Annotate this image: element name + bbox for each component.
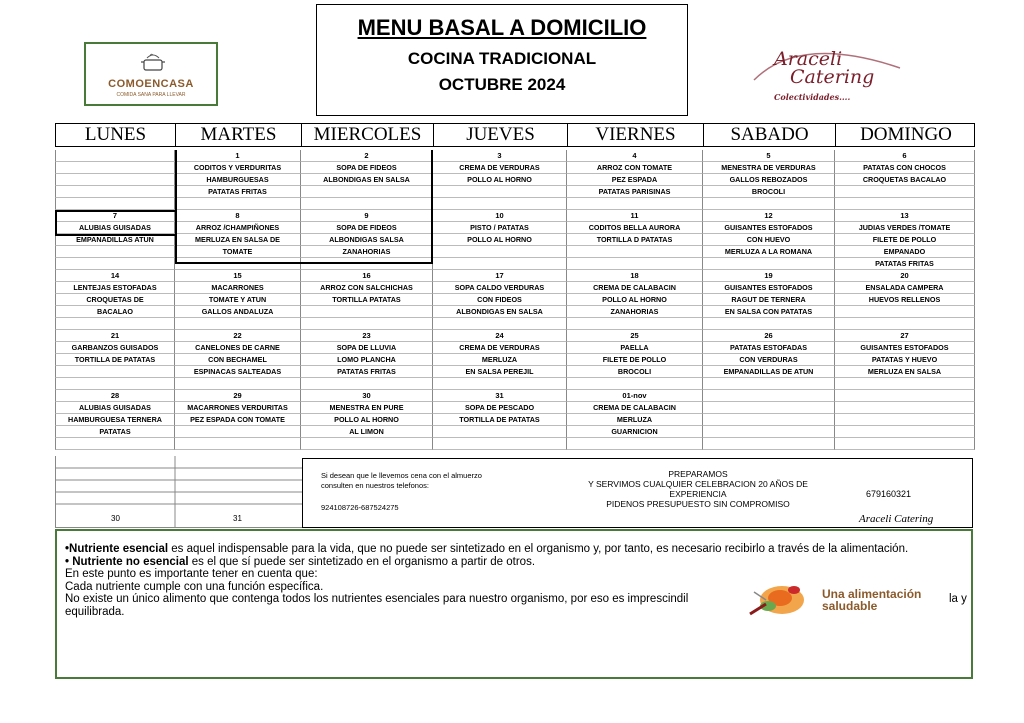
menu-row	[55, 246, 975, 258]
dish-cell	[55, 258, 175, 270]
dish-cell	[55, 174, 175, 186]
dish-cell: TOMATE	[175, 246, 301, 258]
day-number: 8	[175, 210, 301, 222]
dish-cell	[55, 378, 175, 390]
day-number: 20	[835, 270, 975, 282]
dish-cell: PATATAS	[55, 426, 175, 438]
day-number: 27	[835, 330, 975, 342]
title-box	[316, 4, 688, 116]
dish-cell: HUEVOS RELLENOS	[835, 294, 975, 306]
day-header-viernes: VIERNES	[568, 124, 704, 146]
day-number: 3	[433, 150, 567, 162]
day-number: 18	[567, 270, 703, 282]
dish-cell: AL LIMON	[301, 426, 433, 438]
dish-cell: PATATAS CON CHOCOS	[835, 162, 975, 174]
dish-cell	[433, 318, 567, 330]
menu-grid	[55, 150, 975, 450]
menu-row	[55, 234, 975, 246]
day-number: 25	[567, 330, 703, 342]
day-number: 5	[703, 150, 835, 162]
day-number: 30	[301, 390, 433, 402]
healthy-food-logo	[736, 578, 946, 622]
dish-cell	[301, 198, 433, 210]
dish-cell	[567, 246, 703, 258]
menu-subtitle: COCINA TRADICIONAL	[407, 49, 597, 68]
dish-cell: PISTO / PATATAS	[433, 222, 567, 234]
day-number: 21	[55, 330, 175, 342]
dish-cell: TORTILLA PATATAS	[301, 294, 433, 306]
day-number-30: 30	[111, 514, 120, 523]
day-number	[55, 150, 175, 162]
dish-cell	[835, 414, 975, 426]
day-number: 16	[301, 270, 433, 282]
dish-cell: CREMA DE VERDURAS	[433, 162, 567, 174]
dish-cell: TORTILLA DE PATATAS	[433, 414, 567, 426]
dish-cell	[55, 186, 175, 198]
day-number: 14	[55, 270, 175, 282]
contact-phones: 924108726-687524275	[321, 503, 399, 512]
day-number: 9	[301, 210, 433, 222]
dish-cell: MERLUZA EN SALSA DE	[175, 234, 301, 246]
day-number: 22	[175, 330, 301, 342]
dish-cell	[433, 186, 567, 198]
day-number: 26	[703, 330, 835, 342]
menu-row	[55, 186, 975, 198]
dish-cell: MENESTRA EN PURE	[301, 402, 433, 414]
day-number: 31	[433, 390, 567, 402]
week-5-day-numbers	[55, 390, 975, 402]
dish-cell: GALLOS REBOZADOS	[703, 174, 835, 186]
day-number: 13	[835, 210, 975, 222]
dish-cell: MACARRONES VERDURITAS	[175, 402, 301, 414]
comoencasa-name: COMOENCASA	[108, 78, 194, 90]
dish-cell: ALBONDIGAS EN SALSA	[433, 306, 567, 318]
day-number: 15	[175, 270, 301, 282]
dish-cell	[301, 378, 433, 390]
day-number: 23	[301, 330, 433, 342]
dish-cell: JUDIAS VERDES /TOMATE	[835, 222, 975, 234]
dish-cell: PATATAS PARISINAS	[567, 186, 703, 198]
dish-cell	[433, 426, 567, 438]
dish-cell: ZANAHORIAS	[567, 306, 703, 318]
day-number: 6	[835, 150, 975, 162]
dish-cell: CANELONES DE CARNE	[175, 342, 301, 354]
dish-cell: POLLO AL HORNO	[433, 234, 567, 246]
dish-cell	[175, 198, 301, 210]
day-number: 01-nov	[567, 390, 703, 402]
dish-cell: SOPA DE FIDEOS	[301, 162, 433, 174]
dish-cell: TOMATE Y ATUN	[175, 294, 301, 306]
dish-cell: PATATAS ESTOFADAS	[703, 342, 835, 354]
dish-cell: ARROZ /CHAMPIÑONES	[175, 222, 301, 234]
day-number: 2	[301, 150, 433, 162]
dish-cell: GALLOS ANDALUZA	[175, 306, 301, 318]
dish-cell: PATATAS FRITAS	[301, 366, 433, 378]
menu-row	[55, 354, 975, 366]
dish-cell	[301, 258, 433, 270]
day-number: 17	[433, 270, 567, 282]
dish-cell	[835, 186, 975, 198]
dish-cell: EMPANADILLAS ATUN	[55, 234, 175, 246]
dish-cell	[301, 438, 433, 450]
dish-cell: TORTILLA DE PATATAS	[55, 354, 175, 366]
dish-cell: ALUBIAS GUISADAS	[55, 222, 175, 234]
dish-cell: CROQUETAS BACALAO	[835, 174, 975, 186]
day-number: 28	[55, 390, 175, 402]
dish-cell: MERLUZA A LA ROMANA	[703, 246, 835, 258]
dish-cell	[703, 318, 835, 330]
salad-plate-icon	[736, 578, 822, 622]
menu-row	[55, 174, 975, 186]
dish-cell: EN SALSA CON PATATAS	[703, 306, 835, 318]
dish-cell: RAGUT DE TERNERA	[703, 294, 835, 306]
dish-cell	[175, 378, 301, 390]
dish-cell: PATATAS FRITAS	[175, 186, 301, 198]
healthy-food-text: Una alimentación saludable	[822, 587, 922, 613]
week-2-day-numbers	[55, 210, 975, 222]
dish-cell	[55, 162, 175, 174]
dish-cell	[301, 318, 433, 330]
menu-row	[55, 342, 975, 354]
dish-cell: ALBONDIGAS EN SALSA	[301, 174, 433, 186]
menu-row	[55, 222, 975, 234]
day-number-31: 31	[233, 514, 242, 523]
dish-cell: CROQUETAS DE	[55, 294, 175, 306]
dish-cell: PEZ ESPADA	[567, 174, 703, 186]
araceli-name: Araceli Catering	[774, 48, 875, 88]
dish-cell: GUISANTES ESTOFADOS	[703, 282, 835, 294]
dish-cell	[567, 258, 703, 270]
day-number: 19	[703, 270, 835, 282]
dish-cell: SOPA DE LLUVIA	[301, 342, 433, 354]
dish-cell	[703, 426, 835, 438]
dish-cell	[703, 378, 835, 390]
dish-cell: BROCOLI	[567, 366, 703, 378]
dish-cell: FILETE DE POLLO	[567, 354, 703, 366]
info-box	[302, 458, 973, 528]
dish-cell: PAELLA	[567, 342, 703, 354]
menu-row	[55, 426, 975, 438]
dish-cell: ALUBIAS GUISADAS	[55, 402, 175, 414]
day-number: 10	[433, 210, 567, 222]
dish-cell	[55, 198, 175, 210]
dish-cell	[567, 438, 703, 450]
dish-cell	[835, 378, 975, 390]
nutrients-text: •Nutriente esencial es aquel indispensable para la vida, que no puede ser sintetizado en el organismo y, por tanto, es necesario recibirlo a través de la alimentación. • Nutriente no esencial es el que sí puede ser sintetizado en el organismo a partir de otros. En este punto es importante tener en cuenta que: Cada nutriente cumple con una función específica. No existe un único alimento que contenga todos los nutrientes esenciales para nuestro organismo, por eso es imprescindil la y equilibrada.	[65, 543, 967, 618]
dish-cell	[55, 366, 175, 378]
dish-cell	[433, 258, 567, 270]
dish-cell: CODITOS BELLA AURORA	[567, 222, 703, 234]
dish-cell: HAMBURGUESA TERNERA	[55, 414, 175, 426]
dish-cell	[433, 438, 567, 450]
araceli-catering-logo	[740, 40, 920, 110]
signature: Araceli Catering	[859, 513, 934, 525]
dish-cell: BACALAO	[55, 306, 175, 318]
dish-cell: ENSALADA CAMPERA	[835, 282, 975, 294]
week-1-day-numbers	[55, 150, 975, 162]
bottom-left-grid	[55, 456, 303, 528]
comoencasa-tagline: COMIDA SANA PARA LLEVAR	[116, 92, 186, 98]
day-number: 7	[55, 210, 175, 222]
dish-cell	[175, 426, 301, 438]
dish-cell	[835, 306, 975, 318]
day-number	[703, 390, 835, 402]
dish-cell: CON FIDEOS	[433, 294, 567, 306]
menu-row	[55, 306, 975, 318]
dish-cell: CON BECHAMEL	[175, 354, 301, 366]
dish-cell: GUISANTES ESTOFADOS	[703, 222, 835, 234]
dish-cell: GUARNICION	[567, 426, 703, 438]
day-number: 11	[567, 210, 703, 222]
day-number: 29	[175, 390, 301, 402]
dish-cell: SOPA DE PESCADO	[433, 402, 567, 414]
dish-cell: CON VERDURAS	[703, 354, 835, 366]
dish-cell: MERLUZA EN SALSA	[835, 366, 975, 378]
dish-cell	[567, 318, 703, 330]
day-header-domingo: DOMINGO	[860, 124, 952, 145]
day-header-lunes: LUNES	[56, 124, 176, 146]
dish-cell	[433, 378, 567, 390]
day-header-sabado: SABADO	[704, 124, 836, 146]
dish-cell: BROCOLI	[703, 186, 835, 198]
dish-cell	[567, 378, 703, 390]
menu-period: OCTUBRE 2024	[438, 75, 566, 94]
dish-cell: EN SALSA PEREJIL	[433, 366, 567, 378]
dish-cell	[301, 306, 433, 318]
dish-cell: GUISANTES ESTOFADOS	[835, 342, 975, 354]
dish-cell	[301, 186, 433, 198]
day-number: 24	[433, 330, 567, 342]
day-header-martes: MARTES	[176, 124, 302, 146]
menu-row	[55, 162, 975, 174]
dish-cell: POLLO AL HORNO	[567, 294, 703, 306]
dish-cell: POLLO AL HORNO	[433, 174, 567, 186]
dish-cell: ALBONDIGAS SALSA	[301, 234, 433, 246]
day-number: 12	[703, 210, 835, 222]
day-number	[835, 390, 975, 402]
dish-cell: ZANAHORIAS	[301, 246, 433, 258]
dish-cell	[433, 246, 567, 258]
comoencasa-logo	[84, 42, 218, 106]
menu-row	[55, 366, 975, 378]
menu-title: MENU BASAL A DOMICILIO	[357, 15, 647, 40]
dish-cell	[835, 426, 975, 438]
weekday-header	[55, 123, 975, 147]
dinner-contact-text: Si desean que le llevemos cena con el almuerzo consulten en nuestros telefonos:	[321, 471, 482, 490]
mobile-phone: 679160321	[866, 489, 912, 499]
dish-cell: FILETE DE POLLO	[835, 234, 975, 246]
dish-cell: MERLUZA	[567, 414, 703, 426]
menu-row	[55, 414, 975, 426]
dish-cell: ESPINACAS SALTEADAS	[175, 366, 301, 378]
dish-cell: ARROZ CON SALCHICHAS	[301, 282, 433, 294]
day-number: 1	[175, 150, 301, 162]
dish-cell	[55, 246, 175, 258]
menu-row	[55, 258, 975, 270]
dish-cell	[703, 258, 835, 270]
menu-row	[55, 378, 975, 390]
week-4-day-numbers	[55, 330, 975, 342]
cooking-pot-icon	[138, 52, 168, 74]
dish-cell	[703, 414, 835, 426]
day-header-miercoles: MIERCOLES	[302, 124, 434, 146]
dish-cell	[835, 198, 975, 210]
dish-cell: PATATAS Y HUEVO	[835, 354, 975, 366]
dish-cell: GARBANZOS GUISADOS	[55, 342, 175, 354]
dish-cell: MENESTRA DE VERDURAS	[703, 162, 835, 174]
menu-row	[55, 282, 975, 294]
dish-cell	[703, 402, 835, 414]
dish-cell: MERLUZA	[433, 354, 567, 366]
dish-cell	[433, 198, 567, 210]
dish-cell: SOPA CALDO VERDURAS	[433, 282, 567, 294]
dish-cell: POLLO AL HORNO	[301, 414, 433, 426]
week-3-day-numbers	[55, 270, 975, 282]
dish-cell: PEZ ESPADA CON TOMATE	[175, 414, 301, 426]
dish-cell	[567, 198, 703, 210]
dish-cell	[703, 438, 835, 450]
menu-row	[55, 438, 975, 450]
dish-cell	[55, 318, 175, 330]
dish-cell: MACARRONES	[175, 282, 301, 294]
dish-cell: PATATAS FRITAS	[835, 258, 975, 270]
dish-cell	[835, 402, 975, 414]
dish-cell: HAMBURGUESAS	[175, 174, 301, 186]
dish-cell	[175, 438, 301, 450]
dish-cell	[835, 438, 975, 450]
dish-cell	[175, 318, 301, 330]
menu-row	[55, 318, 975, 330]
dish-cell: ARROZ CON TOMATE	[567, 162, 703, 174]
dish-cell: CODITOS Y VERDURITAS	[175, 162, 301, 174]
dish-cell: EMPANADILLAS DE ATUN	[703, 366, 835, 378]
dish-cell: EMPANADO	[835, 246, 975, 258]
dish-cell: CON HUEVO	[703, 234, 835, 246]
day-number: 4	[567, 150, 703, 162]
dish-cell: CREMA DE VERDURAS	[433, 342, 567, 354]
day-header-jueves: JUEVES	[434, 124, 568, 146]
dish-cell: SOPA DE FIDEOS	[301, 222, 433, 234]
catering-promo: PREPARAMOS Y SERVIMOS CUALQUIER CELEBRACION 20 AÑOS DE EXPERIENCIA PIDENOS PRESUPUESTO SIN COMPROMISO	[588, 469, 808, 509]
dish-cell	[55, 438, 175, 450]
araceli-tagline: Colectividades....	[774, 92, 851, 102]
bottom-grid-lines	[55, 456, 303, 528]
dish-cell: CREMA DE CALABACIN	[567, 282, 703, 294]
dish-cell	[175, 258, 301, 270]
dish-cell	[835, 318, 975, 330]
menu-row	[55, 402, 975, 414]
menu-row	[55, 294, 975, 306]
dish-cell: TORTILLA D PATATAS	[567, 234, 703, 246]
dish-cell: LOMO PLANCHA	[301, 354, 433, 366]
menu-row	[55, 198, 975, 210]
dish-cell	[703, 198, 835, 210]
dish-cell: LENTEJAS ESTOFADAS	[55, 282, 175, 294]
dish-cell: CREMA DE CALABACIN	[567, 402, 703, 414]
